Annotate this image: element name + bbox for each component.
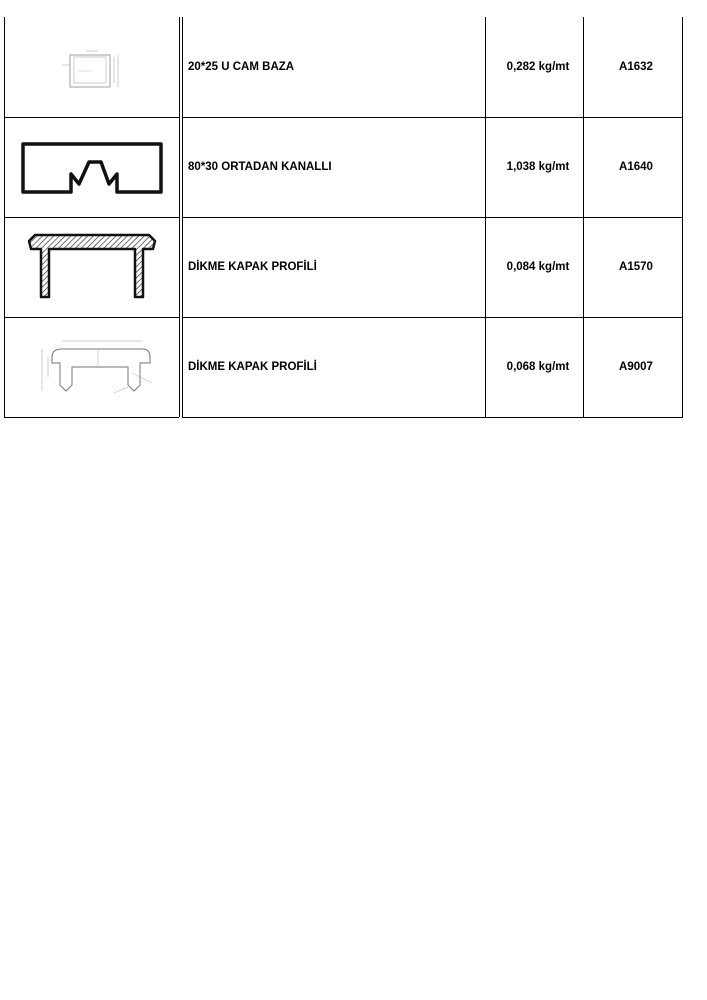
profile-name: DİKME KAPAK PROFİLİ [188,361,317,373]
post-cover-profile-section-icon [17,227,167,307]
profile-table [4,17,684,417]
profile-code: A9007 [619,361,653,373]
row-divider [4,317,179,318]
profile-weight: 0,282 kg/mt [506,61,570,73]
row-divider [4,217,179,218]
profile-weight: 0,084 kg/mt [506,261,570,273]
profile-weight: 0,068 kg/mt [506,361,570,373]
row-divider [182,117,683,118]
row-divider [4,417,179,418]
profile-code: A1570 [619,261,653,273]
u-glass-base-profile-drawing-icon [52,37,132,97]
profile-image-cell [4,317,179,417]
profile-name: 20*25 U CAM BAZA [188,61,295,73]
row-divider [4,117,179,118]
row-divider [182,417,683,418]
column-divider [179,17,180,417]
profile-image-cell [4,117,179,217]
profile-weight: 1,038 kg/mt [506,161,570,173]
post-cover-profile-dimensioned-drawing-icon [22,327,162,407]
profile-image-cell [4,17,179,117]
profile-code: A1640 [619,161,653,173]
row-divider [182,317,683,318]
row-divider [182,217,683,218]
table-row [4,317,684,417]
profile-name: DİKME KAPAK PROFİLİ [188,261,317,273]
center-channel-profile-drawing-icon [17,132,167,202]
profile-code: A1632 [619,61,653,73]
profile-name: 80*30 ORTADAN KANALLI [188,161,332,173]
profile-image-cell [4,217,179,317]
table-row [4,17,684,117]
table-row [4,217,684,317]
table-row [4,117,684,217]
